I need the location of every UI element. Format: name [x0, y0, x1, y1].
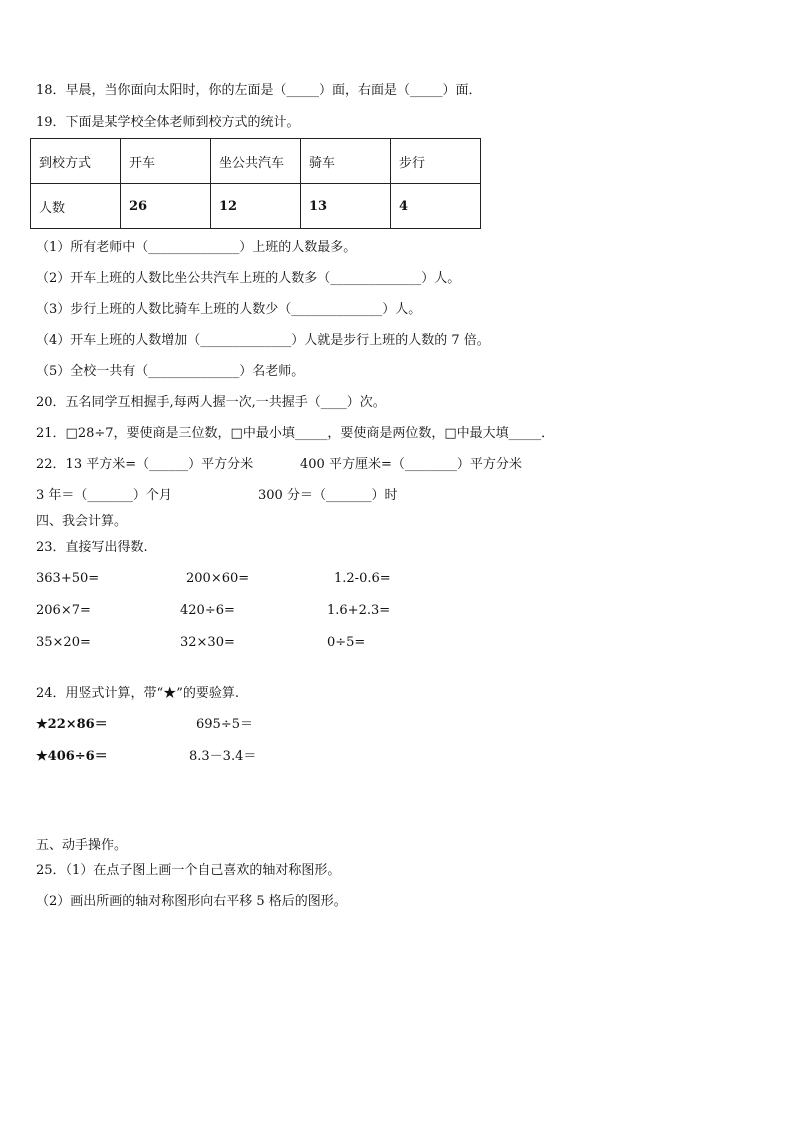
q22-b: 400 平方厘米=（________）平方分米: [300, 457, 522, 472]
q24-item: 8.3－3.4＝: [189, 749, 257, 764]
q19-title: 19．下面是某学校全体老师到校方式的统计。: [36, 115, 300, 130]
section4-heading: 四、我会计算。: [36, 514, 128, 529]
table-cell: 4: [391, 184, 481, 229]
q23-item: 1.2-0.6=: [334, 571, 391, 586]
table-row: [31, 184, 481, 229]
q23-item: 200×60=: [186, 571, 250, 586]
table-cell: 人数: [31, 184, 121, 229]
q18-text: 18．早晨，当你面向太阳时，你的左面是（_____）面，右面是（_____）面．: [36, 83, 482, 98]
commute-table: [30, 138, 481, 229]
q23-item: 0÷5=: [327, 635, 366, 650]
q25-b: （2）画出所画的轴对称图形向右平移 5 格后的图形。: [36, 894, 347, 909]
q22-d: 300 分＝（_______）时: [258, 488, 398, 503]
q23-item: 363+50=: [36, 571, 100, 586]
q23-title: 23．直接写出得数.: [36, 540, 148, 555]
q24-title: 24．用竖式计算，带“★”的要验算.: [36, 686, 239, 701]
q24-item: ★22×86＝: [36, 717, 108, 732]
q21-text: 21．□28÷7，要使商是三位数，□中最小填_____，要使商是两位数，□中最大填_____．: [36, 426, 555, 441]
q22-a: 22．13 平方米=（______）平方分米: [36, 457, 254, 472]
q24-item: 695÷5＝: [196, 717, 253, 732]
table-cell: 26: [121, 184, 211, 229]
q19-sub-4: （4）开车上班的人数增加（______________）人就是步行上班的人数的 7 倍。: [36, 333, 490, 348]
table-header-cell: 到校方式: [31, 139, 121, 184]
q23-item: 35×20=: [36, 635, 91, 650]
table-header-cell: 步行: [391, 139, 481, 184]
q20-text: 20．五名同学互相握手,每两人握一次,一共握手（____）次。: [36, 395, 386, 410]
q23-item: 206×7=: [36, 603, 91, 618]
q22-c: 3 年＝（_______）个月: [36, 488, 172, 503]
q24-item: ★406÷6＝: [36, 749, 108, 764]
table-header-cell: 骑车: [301, 139, 391, 184]
q19-sub-5: （5）全校一共有（______________）名老师。: [36, 364, 305, 379]
q19-sub-2: （2）开车上班的人数比坐公共汽车上班的人数多（______________）人。: [36, 271, 461, 286]
q23-item: 420÷6=: [180, 603, 235, 618]
section5-heading: 五、动手操作。: [36, 838, 128, 853]
table-row: [31, 139, 481, 184]
q19-sub-3: （3）步行上班的人数比骑车上班的人数少（______________）人。: [36, 302, 422, 317]
q19-sub-1: （1）所有老师中（______________）上班的人数最多。: [36, 240, 357, 255]
q23-item: 32×30=: [180, 635, 235, 650]
q25-a: 25．（1）在点子图上画一个自己喜欢的轴对称图形。: [36, 863, 341, 878]
q23-item: 1.6+2.3=: [327, 603, 391, 618]
table-header-cell: 开车: [121, 139, 211, 184]
table-cell: 13: [301, 184, 391, 229]
table-header-cell: 坐公共汽车: [211, 139, 301, 184]
table-cell: 12: [211, 184, 301, 229]
